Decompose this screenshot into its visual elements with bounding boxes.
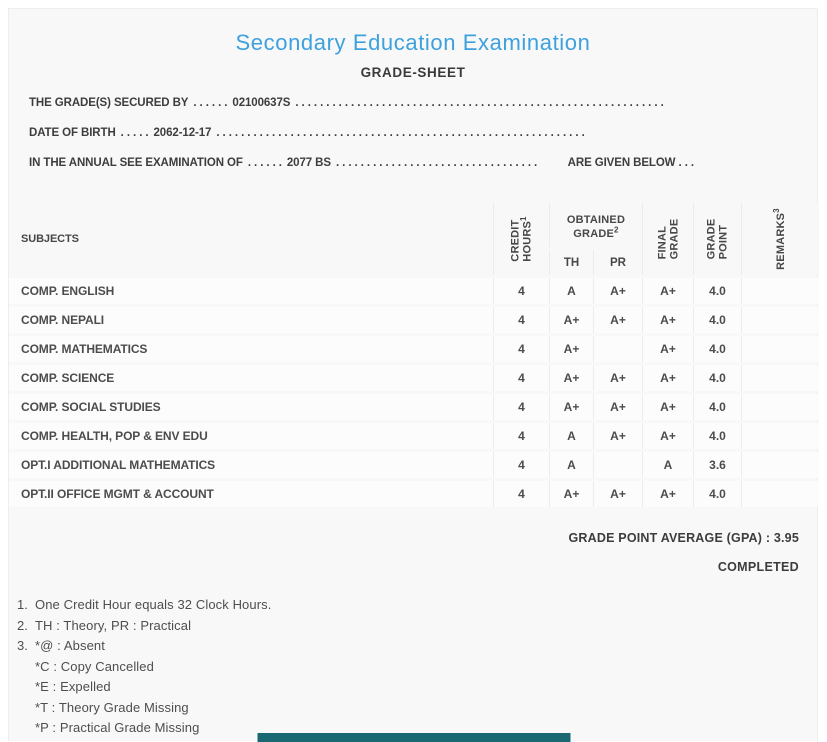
subject-name: OPT.I ADDITIONAL MATHEMATICS [9, 452, 493, 478]
footnote: 2. TH : Theory, PR : Practical [17, 617, 192, 633]
subject-name: COMP. MATHEMATICS [9, 336, 493, 362]
grades-secured-by-line [29, 97, 799, 127]
table-row [9, 365, 819, 391]
grade-point: 4.0 [693, 307, 741, 333]
date-of-birth-line [29, 127, 799, 157]
footnote: 1. One Credit Hour equals 32 Clock Hours. [17, 597, 272, 612]
grade-point: 3.6 [693, 452, 741, 478]
theory-grade: A [549, 452, 593, 478]
footnote-ref-2: 2 [614, 225, 619, 235]
grade-point: 4.0 [693, 481, 741, 507]
lead-dots: . . . . . . [247, 157, 282, 169]
grade-point: 4.0 [693, 278, 741, 304]
footnote: *C : Copy Cancelled [35, 658, 154, 674]
table-row [9, 423, 819, 449]
credit-hours: 4 [493, 365, 549, 391]
examination-year-value: 2077 BS [286, 157, 331, 169]
credit-hours: 4 [493, 452, 549, 478]
page-title: Secondary Education Examination [235, 30, 591, 55]
final-grade: A+ [642, 307, 693, 333]
column-header-theory: TH [549, 250, 593, 275]
examination-year-line [29, 157, 799, 187]
column-header-subjects: SUBJECTS [9, 203, 493, 275]
theory-grade: A+ [549, 481, 593, 507]
footnotes-section [17, 595, 817, 739]
final-grade: A+ [642, 278, 693, 304]
page-subtitle: GRADE-SHEET [360, 65, 466, 80]
practical-grade: A+ [593, 423, 642, 449]
grade-point: 4.0 [693, 336, 741, 362]
are-given-below-suffix: ARE GIVEN BELOW . . . [567, 157, 694, 169]
practical-grade [593, 452, 642, 478]
footnote: *E : Expelled [35, 679, 111, 694]
column-header-final-grade: FINAL GRADE [642, 203, 693, 275]
table-row [9, 452, 819, 478]
footnote: *T : Theory Grade Missing [35, 699, 189, 715]
credit-hours: 4 [493, 423, 549, 449]
remarks [741, 307, 819, 333]
remarks [741, 452, 819, 478]
subject-name: COMP. ENGLISH [9, 278, 493, 304]
remarks [741, 481, 819, 507]
table-row [9, 394, 819, 420]
subject-name: COMP. NEPALI [9, 307, 493, 333]
subject-name: COMP. SCIENCE [9, 365, 493, 391]
credit-hours: 4 [493, 481, 549, 507]
gpa-value-line: GRADE POINT AVERAGE (GPA) : 3.95 [568, 531, 799, 545]
theory-grade: A [549, 278, 593, 304]
theory-grade: A+ [549, 394, 593, 420]
final-grade: A+ [642, 423, 693, 449]
symbol-number-value: 02100637S [232, 97, 291, 109]
final-grade: A+ [642, 336, 693, 362]
grades-secured-by-label: THE GRADE(S) SECURED BY [29, 97, 189, 109]
theory-grade: A+ [549, 365, 593, 391]
student-info-section [29, 97, 799, 187]
subject-name: OPT.II OFFICE MGMT & ACCOUNT [9, 481, 493, 507]
remarks [741, 278, 819, 304]
subject-name: COMP. SOCIAL STUDIES [9, 394, 493, 420]
practical-grade: A+ [593, 278, 642, 304]
grade-point: 4.0 [693, 423, 741, 449]
examination-year-label: IN THE ANNUAL SEE EXAMINATION OF [29, 157, 243, 169]
grade-point: 4.0 [693, 394, 741, 420]
result-status: COMPLETED [717, 560, 799, 574]
column-header-credit-hours: CREDIT HOURS$^1$ [493, 203, 549, 275]
credit-hours: 4 [493, 394, 549, 420]
summary-section [9, 531, 799, 574]
theory-grade: A [549, 423, 593, 449]
credit-hours: 4 [493, 336, 549, 362]
footnote: 3. *@ : Absent [17, 638, 105, 653]
grade-sheet-panel [8, 8, 818, 741]
column-header-practical: PR [593, 250, 642, 275]
remarks [741, 336, 819, 362]
lead-dots: . . . . . . [193, 97, 228, 109]
footnote-ref-3: 3 [771, 208, 781, 213]
final-grade: A+ [642, 394, 693, 420]
remarks [741, 394, 819, 420]
theory-grade: A+ [549, 307, 593, 333]
table-row [9, 307, 819, 333]
final-grade: A+ [642, 365, 693, 391]
fill-dots: . . . . . . . . . . . . . . . . . . . . . . . . . . . . . . . . . . . . . . . . . . . . . . . . . . . . . . . . . . . . [216, 127, 585, 139]
practical-grade: A+ [593, 394, 642, 420]
date-of-birth-value: 2062-12-17 [153, 127, 212, 139]
grades-table [9, 200, 819, 510]
credit-hours: 4 [493, 307, 549, 333]
practical-grade: A+ [593, 307, 642, 333]
practical-grade: A+ [593, 481, 642, 507]
footnote: *P : Practical Grade Missing [35, 720, 200, 735]
footer-bar [257, 733, 570, 742]
column-header-remarks: REMARKS$^3$ [741, 203, 819, 275]
column-header-obtained-grade: OBTAINED GRADE$^2$ [549, 203, 642, 247]
lead-dots: . . . . . [120, 127, 149, 139]
credit-hours: 4 [493, 278, 549, 304]
table-row [9, 336, 819, 362]
subject-name: COMP. HEALTH, POP & ENV EDU [9, 423, 493, 449]
practical-grade [593, 336, 642, 362]
table-row [9, 481, 819, 507]
date-of-birth-label: DATE OF BIRTH [29, 127, 116, 139]
column-header-grade-point: GRADE POINT [693, 203, 741, 275]
fill-dots: . . . . . . . . . . . . . . . . . . . . . . . . . . . . . . . . . . . . . . . . . . . . . . . . . . . . . . . . . . . . [295, 97, 664, 109]
remarks [741, 365, 819, 391]
table-row [9, 278, 819, 304]
theory-grade: A+ [549, 336, 593, 362]
remarks [741, 423, 819, 449]
grade-point: 4.0 [693, 365, 741, 391]
footnote-ref-1: 1 [518, 216, 528, 221]
fill-dots: . . . . . . . . . . . . . . . . . . . . . . . . . . . . . . . . . [335, 157, 538, 169]
final-grade: A [642, 452, 693, 478]
final-grade: A+ [642, 481, 693, 507]
practical-grade: A+ [593, 365, 642, 391]
